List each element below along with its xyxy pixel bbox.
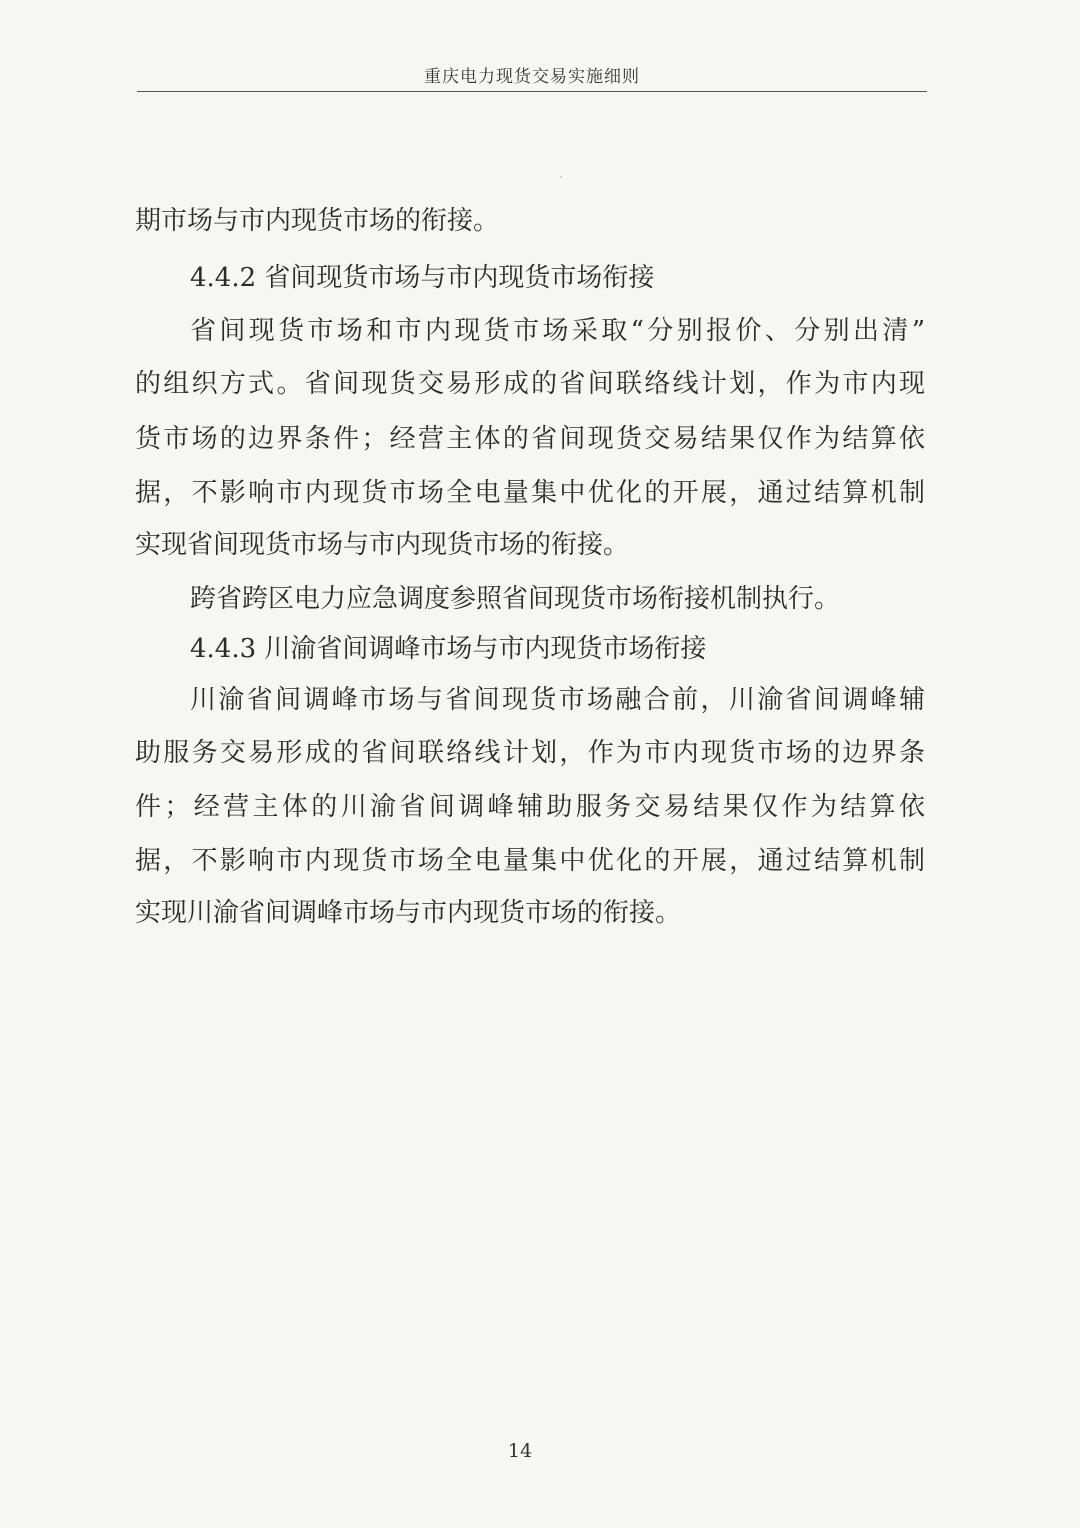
paragraph-1-line: 货市场的边界条件；经营主体的省间现货交易结果仅作为结算依 (135, 424, 925, 454)
paragraph-1-line: 省间现货市场和市内现货市场采取“分别报价、分别出清” (190, 316, 925, 346)
header-rule (137, 91, 927, 92)
page-number: 14 (507, 1440, 533, 1462)
paragraph-1-line: 实现省间现货市场与市内现货市场的衔接。 (135, 530, 630, 560)
paragraph-2-line: 跨省跨区电力应急调度参照省间现货市场衔接机制执行。 (190, 584, 841, 614)
body-line: 期市场与市内现货市场的衔接。 (135, 206, 500, 236)
running-header-title: 重庆电力现货交易实施细则 (424, 67, 640, 87)
section-heading-4-4-2: 4.4.2 省间现货市场与市内现货市场衔接 (190, 263, 655, 293)
paragraph-3-line: 件；经营主体的川渝省间调峰辅助服务交易结果仅作为结算依 (135, 792, 925, 822)
paragraph-3-line: 实现川渝省间调峰市场与市内现货市场的衔接。 (135, 898, 682, 928)
paragraph-3-line: 据，不影响市内现货市场全电量集中优化的开展，通过结算机制 (135, 846, 925, 876)
paragraph-3-line: 川渝省间调峰市场与省间现货市场融合前，川渝省间调峰辅 (190, 685, 925, 715)
paragraph-3-line: 助服务交易形成的省间联络线计划，作为市内现货市场的边界条 (135, 738, 925, 768)
paragraph-1-line: 据，不影响市内现货市场全电量集中优化的开展，通过结算机制 (135, 478, 925, 508)
scan-speck (560, 176, 562, 178)
paragraph-1-line: 的组织方式。省间现货交易形成的省间联络线计划，作为市内现 (135, 369, 925, 399)
section-heading-4-4-3: 4.4.3 川渝省间调峰市场与市内现货市场衔接 (190, 634, 707, 664)
